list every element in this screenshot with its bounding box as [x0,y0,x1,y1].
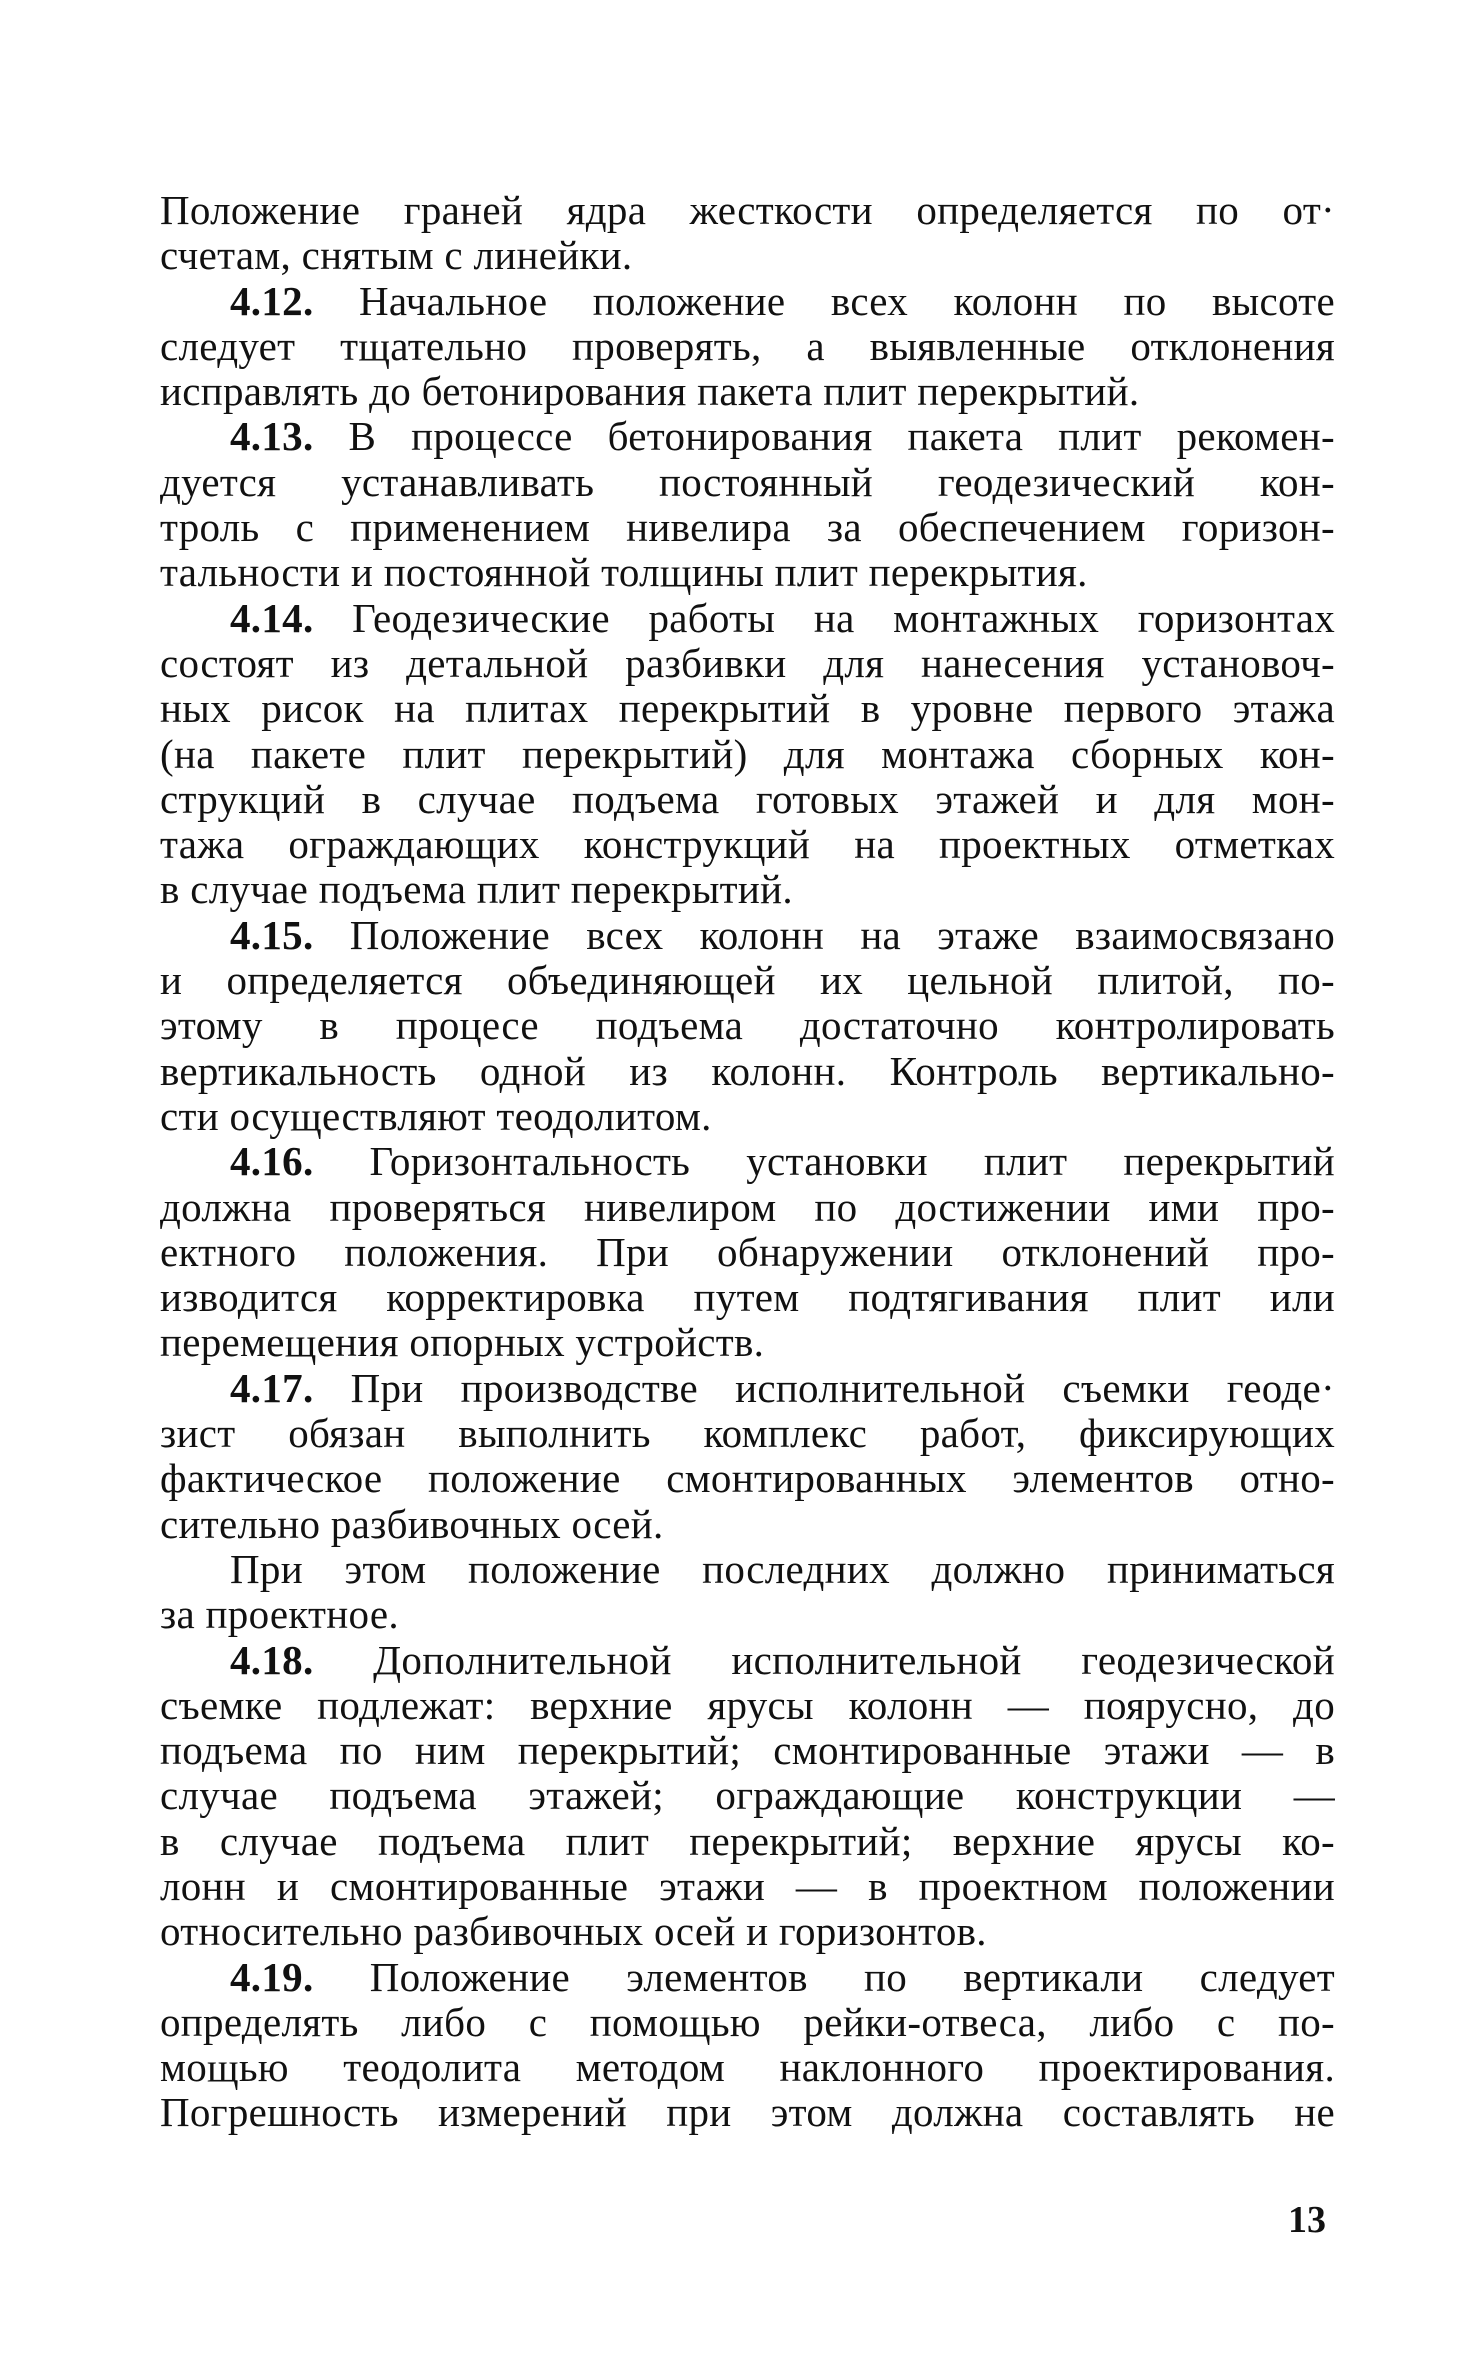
paragraph-4-15 [160,913,1335,1139]
text-line: Положение граней ядра жесткости определяется по от· [160,188,1335,233]
text-line [160,1366,1335,1411]
text-line [160,913,1335,958]
paragraph-continuation [160,188,1335,279]
paragraph-4-17 [160,1366,1335,1547]
text-line [160,1955,1335,2000]
paragraph-4-12 [160,279,1335,415]
paragraph-number: 4.14. [230,595,314,641]
text-line: перемещения опорных устройств. [160,1320,765,1366]
text-line: фактическое положение смонтированных элементов отно- [160,1456,1335,1502]
paragraph-unnumbered [160,1547,1335,1638]
text-line: лонн и смонтированные этажи — в проектном положении [160,1863,1335,1909]
text-line: ектного положения. При обнаружении отклонений про- [160,1229,1335,1275]
page-number: 13 [1288,2199,1326,2241]
text-line-content: Геодезические работы на монтажных горизонтах [352,595,1335,641]
document-body [160,188,1335,2136]
text-line [160,414,1335,459]
text-line: подъема по ним перекрытий; смонтированные этажи — в [160,1728,1335,1774]
text-line: сти осуществляют теодолитом. [160,1093,712,1139]
text-line-content: Положение элементов по вертикали следует [369,1954,1335,2000]
text-line: троль с применением нивелира за обеспечением горизон- [160,505,1335,551]
text-line: в случае подъема плит перекрытий; верхние ярусы ко- [160,1818,1335,1864]
text-line: вертикальность одной из колонн. Контроль вертикально- [160,1048,1335,1094]
text-line: зист обязан выполнить комплекс работ, фиксирующих [160,1411,1335,1457]
paragraph-4-14 [160,596,1335,913]
text-line: При этом положение последних должно приниматься [230,1546,1335,1592]
text-line-content: В процессе бетонирования пакета плит рекомен- [348,414,1335,460]
text-line: тажа ограждающих конструкций на проектных отметках [160,822,1335,868]
paragraph-4-16 [160,1139,1335,1365]
text-line: определять либо с помощью рейки-отвеса, либо с по- [160,1999,1335,2045]
paragraph-number: 4.13. [230,414,314,460]
text-line [160,279,1335,324]
text-line: за проектное. [160,1592,399,1638]
paragraph-4-13 [160,414,1335,595]
paragraph-number: 4.12. [230,278,314,324]
text-line-content: Положение всех колонн на этаже взаимосвязано [349,912,1335,958]
text-line [160,1638,1335,1683]
text-line-content: Горизонтальность установки плит перекрытий [369,1139,1335,1185]
text-line: дуется устанавливать постоянный геодезический кон- [160,459,1335,505]
text-line [160,1139,1335,1184]
paragraph-4-19 [160,1955,1335,2136]
text-line: съемке подлежат: верхние ярусы колонн — поярусно, до [160,1682,1335,1728]
text-line: Погрешность измерений при этом должна составлять не [160,2090,1335,2136]
paragraph-number: 4.19. [230,1954,314,2000]
text-line: этому в процесе подъема достаточно контролировать [160,1003,1335,1049]
paragraph-number: 4.16. [230,1139,314,1185]
text-line: изводится корректировка путем подтягивания плит или [160,1275,1335,1321]
text-line: струкций в случае подъема готовых этажей и для мон- [160,776,1335,822]
text-line-content: Дополнительной исполнительной геодезической [373,1637,1335,1683]
text-line: следует тщательно проверять, а выявленные отклонения [160,323,1335,369]
paragraph-number: 4.17. [230,1365,314,1411]
text-line: состоят из детальной разбивки для нанесения установоч- [160,640,1335,686]
text-line: ных рисок на плитах перекрытий в уровне первого этажа [160,686,1335,732]
text-line: и определяется объединяющей их цельной плитой, по- [160,958,1335,1004]
text-line: исправлять до бетонирования пакета плит перекрытий. [160,369,1140,415]
text-line: тальности и постоянной толщины плит перекрытия. [160,550,1088,596]
paragraph-number: 4.15. [230,912,314,958]
text-line: сительно разбивочных осей. [160,1501,664,1547]
text-line-content: Начальное положение всех колонн по высоте [358,278,1335,324]
text-line: мощью теодолита методом наклонного проектирования. [160,2045,1335,2091]
paragraph-4-18 [160,1638,1335,1955]
text-line-content: При производстве исполнительной съемки геоде· [350,1365,1335,1411]
text-line: относительно разбивочных осей и горизонтов. [160,1909,987,1955]
text-line: (на пакете плит перекрытий) для монтажа сборных кон- [160,731,1335,777]
text-line: счетам, снятым с линейки. [160,233,633,279]
paragraph-number: 4.18. [230,1637,314,1683]
text-line: должна проверяться нивелиром по достижении ими про- [160,1184,1335,1230]
text-line: случае подъема этажей; ограждающие конструкции — [160,1773,1335,1819]
text-line [160,596,1335,641]
text-line: в случае подъема плит перекрытий. [160,867,793,913]
